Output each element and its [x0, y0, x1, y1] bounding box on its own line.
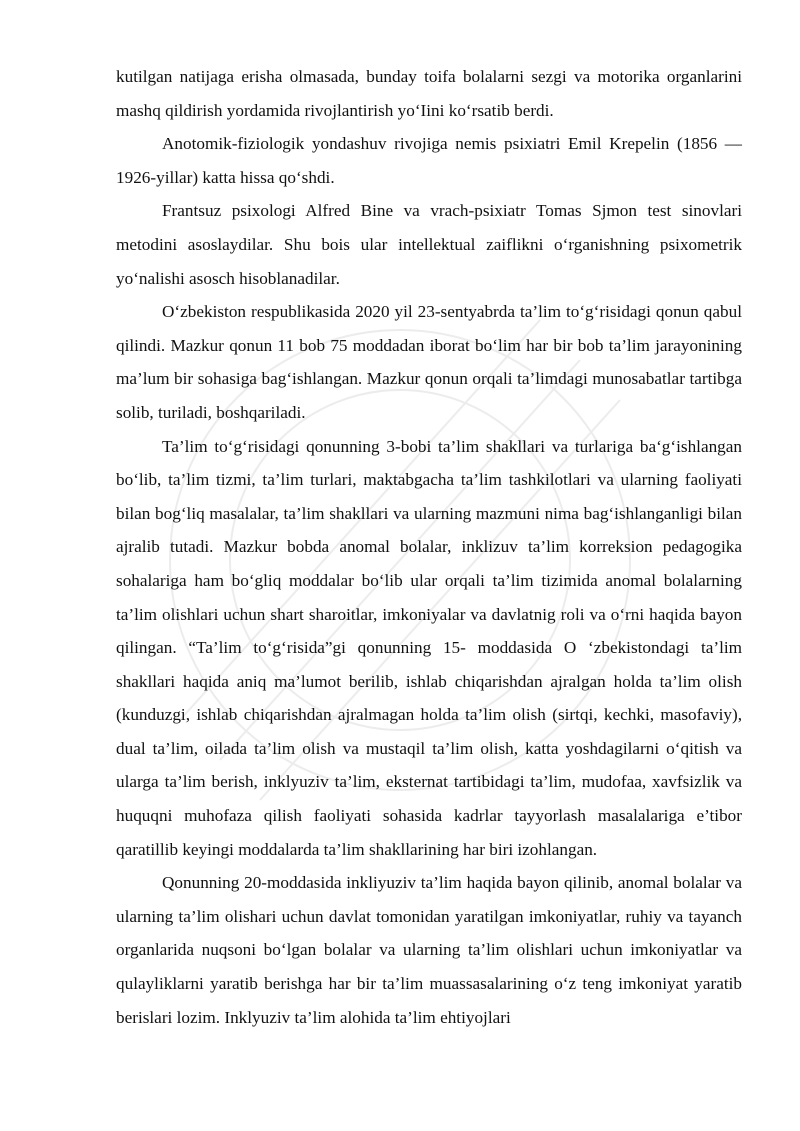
paragraph-5: Ta’lim toʻgʻrisidagi qonunning 3-bobi ta’lim shakllari va turlariga baʻgʻishlangan boʻlib, ta’lim tizmi, ta’lim turlari, maktabgacha ta’lim tashkilotlari va ularning faoliyati bilan bogʻliq masalalar, ta’lim shakllari va ularning mazmuni nima bagʻishlanganligi bilan ajralib tutadi. Mazkur bobda anomal bolalar, inklizuv ta’lim korreksion pedagogika sohalariga ham boʻgliq moddalar boʻlib ular orqali ta’lim tizimida anomal bolalarning ta’lim olishlari uchun shart sharoitlar, imkoniyalar va davlatnig roli va oʻrni haqida bayon qilingan. “Ta’lim toʻgʻrisida”gi qonunning 15- moddasida O ‘zbekistondagi ta’lim shakllari haqida aniq ma’lumot berilib, ishlab chiqarishdan ajralgan holda ta’lim olish (kunduzgi, ishlab chiqarishdan ajralmagan holda ta’lim olish (sirtqi, kechki, masofaviy), dual ta’lim, oilada ta’lim olish va mustaqil ta’lim olish, katta yoshdagilarni oʻqitish va ularga ta’lim berish, inklyuziv ta’lim, eksternat tartibidagi ta’lim, mudofaa, xavfsizlik va huquqni muhofaza qilish faoliyati sohasida kadrlar tayyorlash masalalariga e’tibor qaratillib keyingi moddalarda ta’lim shakllarining har biri izohlangan. — [116, 436, 742, 859]
paragraph-3: Frantsuz psixologi Alfred Bine va vrach-psixiatr Tomas Sjmon test sinovlari metodini asoslaydilar. Shu bois ular intellektual zaiflikni oʻrganishning psixometrik yoʻnalishi asosch hisoblanadilar. — [116, 201, 742, 288]
paragraph-1: kutilgan natijaga erisha olmasada, bunday toifa bolalarni sezgi va motorika organlarini mashq qildirish yordamida rivojlantirish yoʻIini koʻrsatib berdi. — [116, 67, 742, 120]
paragraph-2: Anotomik-fiziologik yondashuv rivojiga nemis psixiatri Emil Krepelin (1856 —1926-yillar) katta hissa qoʻshdi. — [116, 134, 742, 187]
paragraph-6: Qonunning 20-moddasida inkliyuziv ta’lim haqida bayon qilinib, anomal bolalar va ularning ta’lim olishari uchun davlat tomonidan yaratilgan imkoniyatlar, ruhiy va tayanch organlarida nuqsoni boʻlgan bolalar va ularning ta’lim olishlari uchun imkoniyatlar va qulayliklarni yaratib berishga har bir ta’lim muassasalarining oʻz teng imkoniyat yaratib berislari lozim. Inklyuziv ta’lim alohida ta’lim ehtiyojlari — [116, 873, 742, 1027]
paragraph-4: Oʻzbekiston respublikasida 2020 yil 23-sentyabrda ta’lim toʻgʻrisidagi qonun qabul qilindi. Mazkur qonun 11 bob 75 moddadan iborat boʻlim har bir bob ta’lim jarayonining ma’lum bir sohasiga bagʻishlangan. Mazkur qonun orqali ta’limdagi munosabatlar tartibga solib, turiladi, boshqariladi. — [116, 302, 742, 422]
